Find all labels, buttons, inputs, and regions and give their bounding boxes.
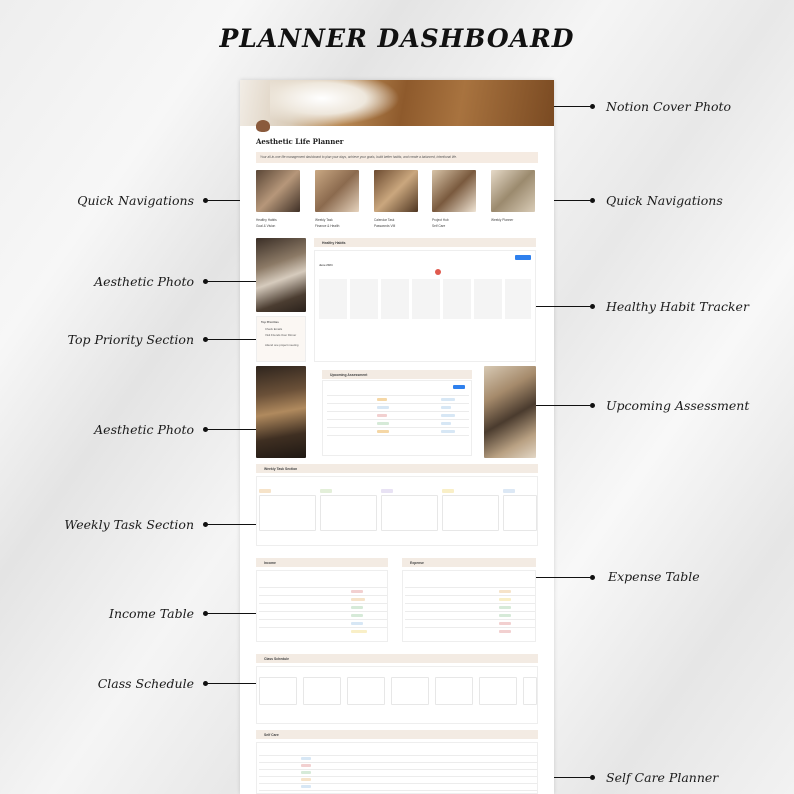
page-title: Aesthetic Life Planner [256, 137, 344, 146]
class-card[interactable] [391, 677, 429, 705]
nav-link-passwords[interactable]: Passwords VM [374, 224, 396, 228]
nav-link-healthy-habits[interactable]: Healthy Habits [256, 218, 277, 222]
nav-photo-3[interactable] [374, 170, 418, 212]
poster-title: PLANNER DASHBOARD [219, 24, 575, 53]
healthy-habits-header: Healthy Habits [314, 238, 536, 247]
callout-weekly-task: Weekly Task Section [64, 517, 194, 532]
priority-item[interactable]: Check Emails [265, 327, 283, 331]
aesthetic-photo-camera [484, 366, 536, 458]
top-priority-heading: Top Priorities [261, 320, 279, 324]
habit-week-cards[interactable] [319, 279, 531, 319]
intro-callout: Your all-in-one life management dashboard to plan your days, achieve your goals, build better habits, and create a balanced, intentional life. [256, 152, 538, 163]
notion-page-mock [240, 80, 554, 794]
weekly-task-board [256, 476, 538, 546]
self-care-table [256, 742, 538, 794]
callout-class-schedule: Class Schedule [97, 676, 194, 691]
class-card[interactable] [523, 677, 537, 705]
expense-header: Expense [402, 558, 536, 567]
assessment-table [322, 380, 472, 456]
task-card[interactable] [320, 495, 377, 531]
nav-link-calendar-task[interactable]: Calendar Task [374, 218, 395, 222]
aesthetic-photo-library [256, 366, 306, 458]
callout-aesthetic-photo-2: Aesthetic Photo [94, 422, 194, 437]
class-card[interactable] [435, 677, 473, 705]
callout-cover-photo: Notion Cover Photo [606, 99, 732, 114]
nav-link-weekly-task[interactable]: Weekly Task [315, 218, 333, 222]
class-card[interactable] [347, 677, 385, 705]
nav-link-self-care[interactable]: Self Care [432, 224, 446, 228]
income-table [256, 570, 388, 642]
aesthetic-photo-books [256, 238, 306, 312]
task-card[interactable] [381, 495, 438, 531]
task-card[interactable] [503, 495, 537, 531]
callout-quick-navigations-right: Quick Navigations [606, 193, 723, 208]
class-card[interactable] [259, 677, 297, 705]
self-care-header: Self Care [256, 730, 538, 739]
task-card[interactable] [259, 495, 316, 531]
callout-expense-table: Expense Table [608, 569, 700, 584]
nav-link-weekly-planner[interactable]: Weekly Planner [491, 218, 514, 222]
priority-item[interactable]: Attend one project meeting [265, 343, 299, 347]
calendar-month: June 2024 [319, 263, 333, 267]
upcoming-assessment-header: Upcoming Assessment [322, 370, 472, 379]
weekly-task-header: Weekly Task Section [256, 464, 538, 473]
callout-quick-navigations-left: Quick Navigations [77, 193, 194, 208]
callout-self-care: Self Care Planner [606, 770, 719, 785]
class-card[interactable] [479, 677, 517, 705]
nav-link-finance-health[interactable]: Finance & Health [315, 224, 340, 228]
task-card[interactable] [442, 495, 499, 531]
top-priority-section [256, 316, 306, 362]
income-header: Income [256, 558, 388, 567]
callout-income-table: Income Table [109, 606, 194, 621]
today-marker [435, 269, 441, 275]
nav-link-goal-vision[interactable]: Goal & Vision [256, 224, 276, 228]
callout-upcoming-assessment: Upcoming Assessment [606, 398, 750, 413]
nav-link-project-hub[interactable]: Project Hub [432, 218, 449, 222]
nav-photo-1[interactable] [256, 170, 300, 212]
callout-habit-tracker: Healthy Habit Tracker [606, 299, 749, 314]
class-schedule-header: Class Schedule [256, 654, 538, 663]
priority-item[interactable]: Visit Friends Over Dinner [265, 333, 297, 337]
new-button[interactable] [453, 385, 465, 389]
expense-table [402, 570, 536, 642]
callout-top-priority: Top Priority Section [67, 332, 194, 347]
nav-photo-5[interactable] [491, 170, 535, 212]
heart-icon [256, 120, 270, 132]
class-card[interactable] [303, 677, 341, 705]
callout-aesthetic-photo-1: Aesthetic Photo [94, 274, 194, 289]
nav-photo-2[interactable] [315, 170, 359, 212]
nav-photo-4[interactable] [432, 170, 476, 212]
class-schedule-board [256, 666, 538, 724]
habit-tracker-calendar [314, 250, 536, 362]
new-button[interactable] [515, 255, 531, 260]
cover-photo [240, 80, 554, 126]
